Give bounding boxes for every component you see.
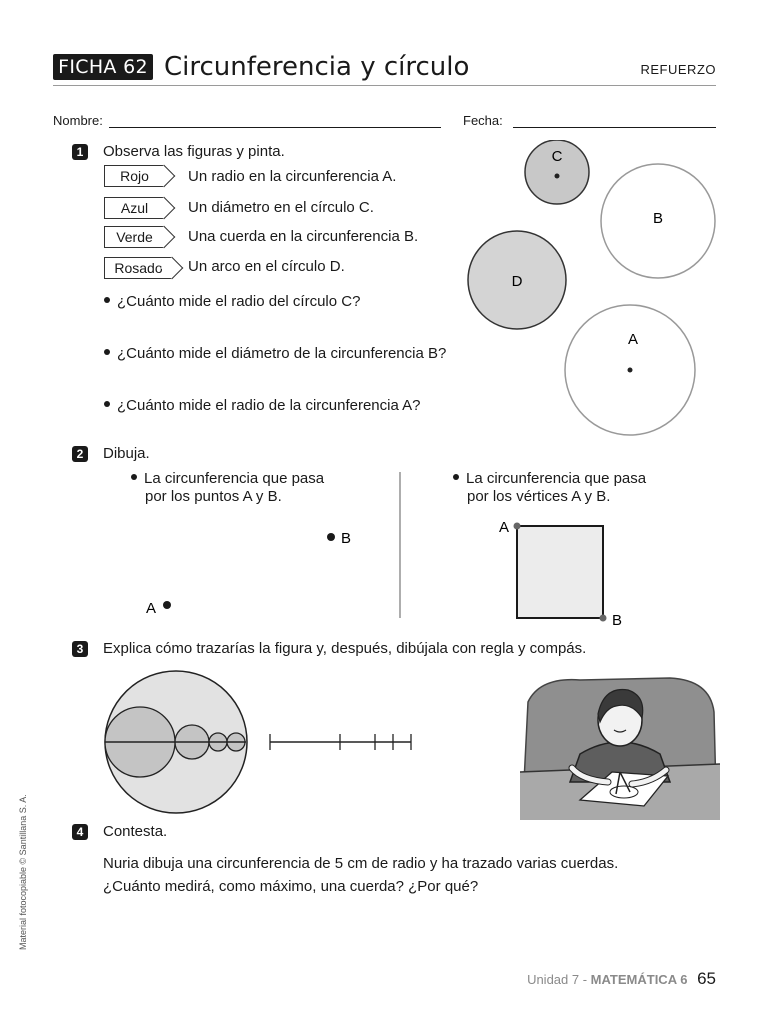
boy-with-compass-illustration — [520, 672, 720, 820]
vertex-b-label: B — [612, 612, 623, 629]
page-footer — [527, 969, 716, 989]
q4-prompt: Contesta. — [103, 823, 168, 840]
q2-right-text-2: por los vértices A y B. — [467, 488, 611, 505]
bullet-icon — [104, 297, 110, 303]
question-number-1: 1 — [72, 144, 88, 160]
question-number-4: 4 — [72, 824, 88, 840]
question-number-2: 2 — [72, 446, 88, 462]
page-number: 65 — [697, 969, 716, 988]
point-a — [163, 601, 171, 609]
q4-text-line-1: Nuria dibuja una circunferencia de 5 cm de radio y ha trazado varias cuerdas. — [103, 855, 619, 872]
footer-subject: MATEMÁTICA 6 — [590, 972, 688, 987]
point-a-label: A — [146, 600, 157, 617]
nested-circles-figure — [100, 664, 420, 824]
color-tag-green: Verde — [104, 226, 164, 248]
q1-question-1: ¿Cuánto mide el radio del círculo C? — [104, 293, 360, 311]
color-tag-pink: Rosado — [104, 257, 172, 279]
color-tag-red: Rojo — [104, 165, 164, 187]
circle-a-label: A — [627, 331, 639, 348]
vertex-a — [514, 523, 521, 530]
point-b-label: B — [341, 530, 352, 547]
header-divider — [53, 85, 716, 86]
q3-prompt: Explica cómo trazarías la figura y, después, dibújala con regla y compás. — [103, 640, 587, 657]
bullet-icon — [104, 349, 110, 355]
circle-c-center — [555, 174, 560, 179]
date-label: Fecha: — [463, 113, 503, 128]
name-field[interactable] — [109, 127, 441, 128]
date-field[interactable] — [513, 127, 716, 128]
circle-a-center — [628, 368, 633, 373]
q4-text-line-2: ¿Cuánto medirá, como máximo, una cuerda? ¿Por qué? — [103, 878, 479, 895]
square-shape — [517, 526, 603, 618]
q1-prompt: Observa las figuras y pinta. — [103, 143, 285, 160]
ficha-badge: FICHA 62 — [53, 54, 153, 80]
vertex-b — [600, 615, 607, 622]
q1-question-2: ¿Cuánto mide el diámetro de la circunferencia B? — [104, 345, 446, 363]
q1-item-4: Un arco en el círculo D. — [188, 258, 345, 275]
q2-figures — [130, 460, 730, 630]
color-tag-blue: Azul — [104, 197, 164, 219]
bullet-icon — [104, 401, 110, 407]
q2-right-text-1: La circunferencia que pasa — [453, 470, 646, 488]
circle-c-label: C — [551, 148, 563, 165]
footer-unit: Unidad 7 - — [527, 972, 588, 987]
q1-question-3: ¿Cuánto mide el radio de la circunferencia A? — [104, 397, 421, 415]
q2-left-text-1: La circunferencia que pasa — [131, 470, 324, 488]
vertex-a-label: A — [499, 519, 510, 536]
name-label: Nombre: — [53, 113, 103, 128]
page-title: Circunferencia y círculo — [164, 52, 470, 82]
copyright-note: Material fotocopiable © Santillana S. A. — [18, 794, 28, 950]
q2-left-text-2: por los puntos A y B. — [145, 488, 282, 505]
question-number-3: 3 — [72, 641, 88, 657]
q1-item-1: Un radio en la circunferencia A. — [188, 168, 397, 185]
q1-item-2: Un diámetro en el círculo C. — [188, 199, 374, 216]
q2-prompt: Dibuja. — [103, 445, 150, 462]
point-b — [327, 533, 335, 541]
q1-item-3: Una cuerda en la circunferencia B. — [188, 228, 419, 245]
level-tag: REFUERZO — [640, 62, 716, 77]
circle-b-label: B — [652, 210, 664, 227]
circle-d-label: D — [511, 273, 523, 290]
circles-figure — [460, 140, 730, 450]
